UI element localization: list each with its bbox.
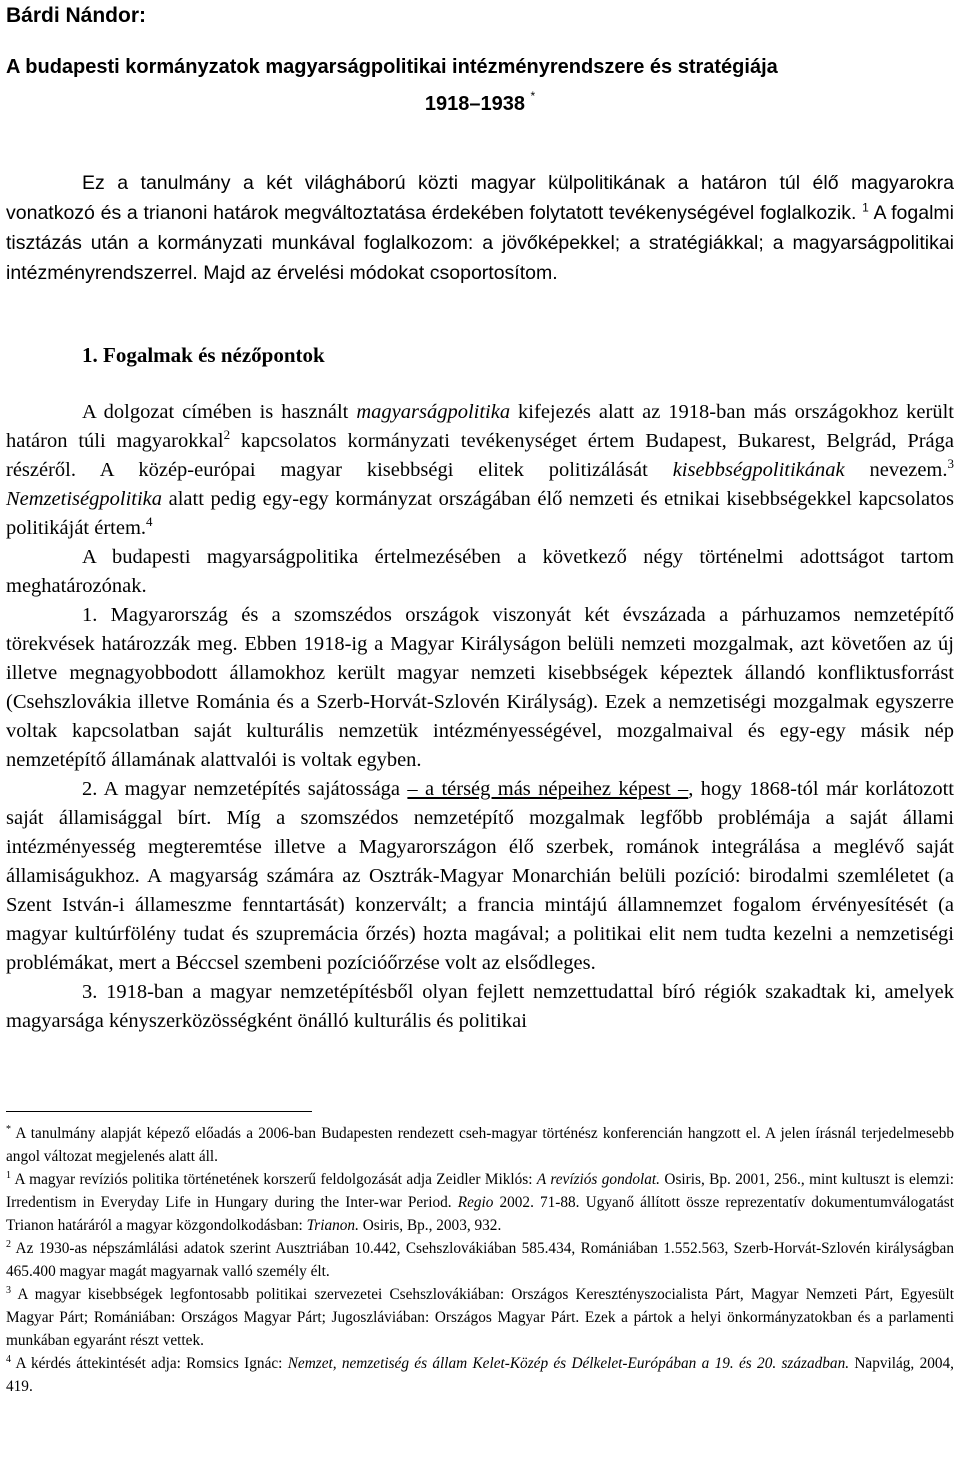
text-run: , hogy 1868-tól már korlátozott saját államisággal bírt. Míg a szomszédos nemzetépítő mozgalmak legfőbb problémája a saját állami intézményesség megteremtése illetve a Magyarországon élő szerbek, románok integrálása a meglévő saját államiságukhoz. A magyarság számára az Osztrák-Magyar Monarchián belüli pozíció: birodalmi szemléletet (a Szent István-i állameszme fenntartását) konzervált; a francia mintájú államnemzet fogalom érvényesítését (a magyar kultúrfölény tudat és szupremácia őrzés) hozta magával; a politikai elit nem tudta kezelni a nemzetiségi problémákat, mert a Béccsel szembeni pozícióőrzése volt az elsődleges.: [6, 778, 954, 974]
footnote-ref-star[interactable]: *: [530, 89, 536, 103]
paragraph-point-2: [6, 775, 954, 978]
footnote-text: Osiris, Bp. 2001, 256., mint kultuszt is elemzi: Irredentism in Everyday Life in Hungary during the Inter-war Period.: [6, 1171, 954, 1211]
footnote-star: [6, 1122, 954, 1168]
footnote-text: Az 1930-as népszámlálási adatok szerint Ausztriában 10.442, Csehszlovákiában 585.434, Romániában 1.552.563, Szerb-Horvát-Szlovén királyságban 465.400 magyar magát magyarnak valló személy élt.: [6, 1240, 954, 1280]
footnote-text: A kérdés áttekintését adja: Romsics Ignác:: [11, 1355, 288, 1372]
text-run: nevezem.: [844, 459, 948, 481]
paragraph-point-1: 1. Magyarország és a szomszédos országok viszonyát két évszázada a párhuzamos nemzetépítő törekvések határozzák meg. Ebben 1918-ig a Magyar Királyságon belüli nemzeti mozgalmak, azt követően az új illetve megnagyobbodott államokhoz került magyar nemzeti kisebbségek képeztek állandó konfliktusforrást (Csehszlovákia illetve Románia és a Szerb-Horvát-Szlovén Királyság). Ezek a nemzetiségi mozgalmak egyszerre voltak kapcsolatban saját kulturális nemzetük intézményességével, mozgalmaival és egy-egy másik nép nemzetépítő államának alattvalói is voltak egyben.: [6, 604, 954, 771]
footnote-ref-2[interactable]: 2: [223, 427, 231, 443]
footnote-text: Napvilág, 2004, 419.: [6, 1355, 954, 1395]
footnote-1: [6, 1168, 954, 1237]
paragraph-point-3: 3. 1918-ban a magyar nemzetépítésből olyan fejlett nemzettudattal bíró régiók szakadtak ki, amelyek magyarsága kényszerközösségként önálló kulturális és politikai: [6, 981, 954, 1032]
italic-term: kisebbségpolitikának: [672, 459, 845, 481]
subtitle-years: 1918–1938: [424, 93, 525, 115]
footnote-text: Osiris, Bp., 2003, 932.: [358, 1217, 502, 1234]
footnote-text: A tanulmány alapját képező előadás a 2006-ban Budapesten rendezett cseh-magyar történész konferencián hangzott el. A jelen írásnál terjedelmesebb angol változat megjelenés alatt áll.: [6, 1125, 954, 1165]
footnote-text: A magyar revíziós politika történetének korszerű feldolgozását adja Zeidler Miklós:: [11, 1171, 537, 1188]
paper-subtitle: [6, 89, 954, 116]
italic-term: magyarságpolitika: [356, 401, 511, 423]
footnote-mark: 1: [6, 1169, 11, 1181]
footnote-ref-4[interactable]: 4: [146, 514, 153, 530]
footnote-mark: 2: [6, 1238, 11, 1250]
footnote-mark: 3: [6, 1284, 11, 1296]
footnote-italic: A revíziós gondolat.: [536, 1171, 660, 1188]
footnote-4: [6, 1352, 954, 1398]
intro-paragraph: [6, 168, 954, 288]
section-heading: 1. Fogalmak és nézőpontok: [82, 343, 325, 367]
footnote-ref-3[interactable]: 3: [947, 456, 954, 472]
footnote-mark: *: [6, 1123, 11, 1135]
text-run: A dolgozat címében is használt: [82, 401, 357, 423]
footnote-2: [6, 1237, 954, 1283]
footnote-mark: 4: [6, 1353, 11, 1365]
intro-text-2: A fogalmi tisztázás után a kormányzati munkával foglalkozom: a jövőképekkel; a stratégiákkal; a magyarságpolitikai intézményrendszerrel. Majd az érvelési módokat csoportosítom.: [6, 202, 955, 284]
text-run: alatt pedig egy-egy kormányzat országában élő nemzeti és etnikai kisebbségekkel kapcsolatos politikáját értem.: [6, 488, 954, 539]
footnote-italic: Trianon.: [306, 1217, 359, 1234]
underlined-phrase: – a térség más népeihez képest –: [407, 778, 689, 800]
footnote-italic: Nemzet, nemzetiség és állam Kelet-Közép és Délkelet-Európában a 19. és 20. században.: [287, 1355, 850, 1372]
author-name: Bárdi Nándor:: [6, 4, 147, 27]
footnote-text: A magyar kisebbségek legfontosabb politikai szervezetei Csehszlovákiában: Országos Keresztényszocialista Párt, Magyar Nemzeti Párt, Egyesült Magyar Párt; Romániában: Országos Magyar Párt; Jugoszláviában: Országos Magyar Párt. Ezek a pártok a helyi önkormányzatokban és a parlamenti munkában egyaránt részt vettek.: [6, 1286, 954, 1349]
italic-term: Nemzetiségpolitika: [6, 488, 163, 510]
footnote-italic: Regio: [457, 1194, 494, 1211]
paper-title: A budapesti kormányzatok magyarságpolitikai intézményrendszere és stratégiája: [6, 56, 778, 78]
footnote-separator: [6, 1111, 312, 1112]
text-run: 2. A magyar nemzetépítés sajátossága: [82, 778, 408, 800]
body-text: [6, 398, 954, 1036]
paragraph-intro-list: A budapesti magyarságpolitika értelmezésében a következő négy történelmi adottságot tartom meghatározónak.: [6, 546, 954, 597]
text-run: kifejezés alatt az 1918-ban más országokhoz került határon túli magyarokkal: [6, 401, 954, 452]
footnote-3: [6, 1283, 954, 1352]
footnote-text: 2002. 71-88. Ugyanő állított össze reprezentatív dokumentumválogatást Trianon határáról a magyar közgondolkodásban:: [6, 1194, 954, 1234]
footnotes: [6, 1122, 954, 1398]
text-run: kapcsolatos kormányzati tevékenységet értem Budapest, Bukarest, Belgrád, Prága részéről. A közép-európai magyar kisebbségi elitek politizálását: [6, 430, 954, 481]
intro-text-1: Ez a tanulmány a két világháború közti magyar külpolitikának a határon túl élő magyarokra vonatkozó és a trianoni határok megváltoztatása érdekében folytatott tevékenységével foglalkozik.: [6, 172, 954, 224]
paragraph-definitions: [6, 398, 954, 543]
footnote-ref-1[interactable]: 1: [862, 200, 869, 215]
